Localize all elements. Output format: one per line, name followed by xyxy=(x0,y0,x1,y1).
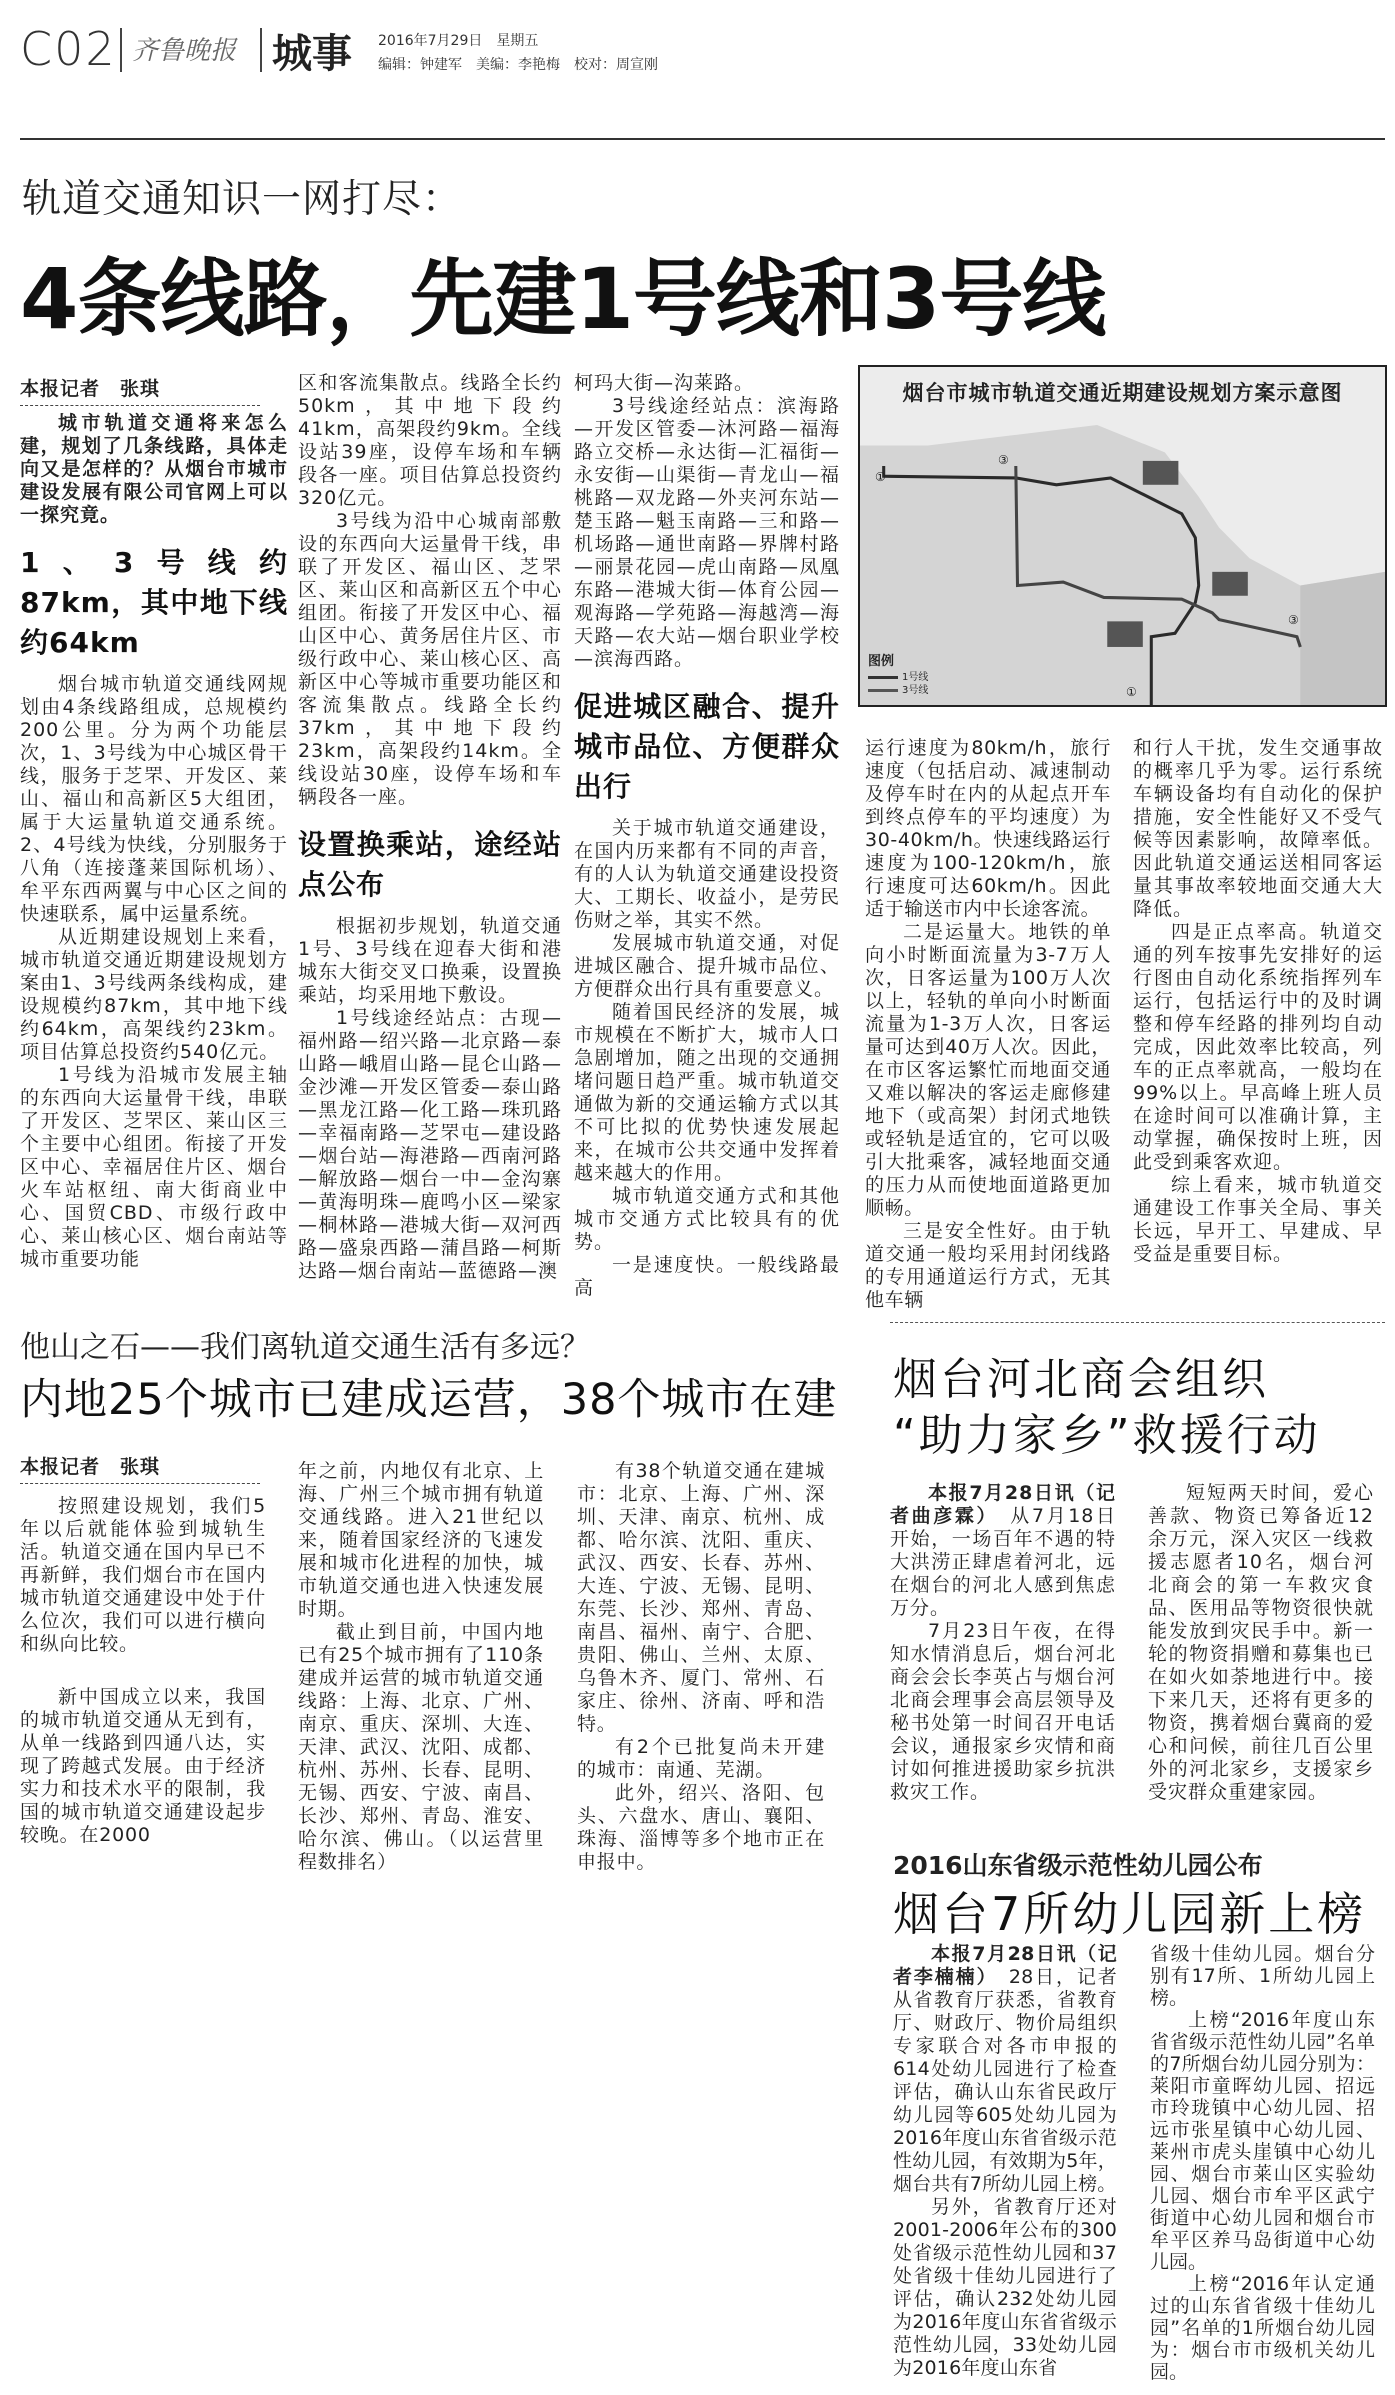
subheading xyxy=(574,687,840,807)
paragraph-text: 截止到目前，中国内地已有25个城市拥有了110条建成并运营的城市轨道交通线路：上海、北京、广州、南京、重庆、深圳、大连、天津、武汉、沈阳、成都、杭州、苏州、长春、昆明、无锡、西安、宁波、南昌、长沙、郑州、青岛、淮安、哈尔滨、佛山。（以运营里程数排名） xyxy=(298,1621,544,1873)
paragraph xyxy=(1150,2273,1375,2383)
issue-date: 2016年7月29日 星期五 xyxy=(378,33,539,49)
headline-line: 烟台河北商会组织 xyxy=(893,1354,1269,1405)
paragraph xyxy=(298,915,562,1007)
paragraph-text: 按照建设规划，我们5年以后就能体验到城轨生活。轨道交通在国内早已不再新鲜，我们烟台市在国内城市轨道交通建设中处于什么位次，我们可以进行横向和纵向比较。 xyxy=(20,1495,266,1655)
paragraph-text: 二是运量大。地铁的单向小时断面流量为3-7万人次，日客运量为100万人次以上，轻轨的单向小时断面流量为1-3万人次，日客运量可达到40万人次。因此，在市区客运繁忙而地面交通又难以解决的客运走廊修建地下（或高架）封闭式地铁或轻轨是适宜的，它可以吸引大批乘客，减轻地面交通的压力从而使地面道路更加顺畅。 xyxy=(865,921,1111,1219)
line-number-mark: ③ xyxy=(1288,613,1299,627)
paragraph-text: 3号线途经站点：滨海路—开发区管委—沐河路—福海路立交桥—永达街—汇福街—永安街—山渠街—青龙山—福桃路—双龙路—外夹河东站—楚玉路—魁玉南路—三和路—机场路—通世南路—界牌村路—丽景花园—虎山南路—凤凰东路—港城大街—体育公园—观海路—学苑路—海越湾—海天路—农大站—烟台职业学校—滨海西路。 xyxy=(574,395,840,670)
paragraph-text: 1、3号线约87km，其中地下线约64km xyxy=(20,546,288,659)
article2-byline: 本报记者 张琪 xyxy=(20,1452,260,1484)
section-divider xyxy=(890,1322,1385,1323)
subheading xyxy=(298,825,562,905)
article3-column-1 xyxy=(890,1482,1116,1804)
paragraph xyxy=(298,372,562,510)
line-swatch xyxy=(868,689,898,692)
article1-kicker: 轨道交通知识一网打尽： xyxy=(22,177,463,222)
article1-byline: 本报记者 张琪 xyxy=(20,374,260,406)
article4-column-1 xyxy=(893,1943,1117,2380)
paragraph xyxy=(574,372,840,395)
page-number: C02 xyxy=(20,22,117,76)
paragraph-text: 1号线途经站点：古现—福州路—绍兴路—北京路—泰山路—峨眉山路—昆仑山路—金沙滩—开发区管委—泰山路—黑龙江路—化工路—珠玑路—幸福南路—芝罘屯—建设路—烟台站—海港路—西南河路—解放路—烟台一中—金沟寨—黄海明珠—鹿鸣小区—梁家—桐林路—港城大街—双河西路—盛泉西路—蒲昌路—柯斯达路—烟台南站—蓝德路—澳 xyxy=(298,1007,562,1282)
staff-credits: 编辑：钟建军 美编：李艳梅 校对：周宣刚 xyxy=(378,57,658,73)
header-divider xyxy=(260,28,262,72)
paragraph xyxy=(865,737,1111,921)
paragraph-text: 根据初步规划，轨道交通1号、3号线在迎春大街和港城东大街交叉口换乘，设置换乘站，均采用地下敷设。 xyxy=(298,915,562,1006)
paragraph-text: 城市轨道交通将来怎么建，规划了几条线路，具体走向又是怎样的？从烟台市城市建设发展有限公司官网上可以一探究竟。 xyxy=(20,412,288,526)
article1-column-1 xyxy=(20,412,288,1271)
paragraph xyxy=(20,412,288,527)
article2-column-3 xyxy=(577,1460,825,1874)
paragraph xyxy=(20,1064,288,1271)
legend-title: 图例 xyxy=(868,654,895,669)
paragraph xyxy=(1150,2009,1375,2273)
paragraph-text: 区和客流集散点。线路全长约50km，其中地下段约41km，高架段约9km。全线设站39座，设停车场和车辆段各一座。项目估算总投资约320亿元。 xyxy=(298,372,562,509)
article1-headline: 4条线路，先建1号线和3号线 xyxy=(20,250,1106,348)
paragraph-text: 有2个已批复尚未开建的城市：南通、芜湖。 xyxy=(577,1736,825,1781)
article1-column-3 xyxy=(574,372,840,1300)
paragraph xyxy=(577,1736,825,1782)
legend-label: 3号线 xyxy=(902,685,929,696)
paragraph-text: 7月23日午夜，在得知水情消息后，烟台河北商会会长李英占与烟台河北商会理事会高层领导及秘书处第一时间召开电话会议，通报家乡灾情和商讨如何推进援助家乡抗洪救灾工作。 xyxy=(890,1620,1116,1803)
article1-column-4 xyxy=(865,737,1111,1312)
article2-kicker: 他山之石——我们离轨道交通生活有多远？ xyxy=(20,1330,590,1365)
paragraph xyxy=(1150,1943,1375,2009)
paragraph-text: 一是速度快。一般线路最高 xyxy=(574,1254,840,1299)
paragraph xyxy=(865,1220,1111,1312)
map-graphic xyxy=(860,367,1385,705)
article2-headline: 内地25个城市已建成运营，38个城市在建 xyxy=(20,1375,838,1425)
paragraph-text: 促进城区融合、提升城市品位、方便群众出行 xyxy=(574,690,840,803)
paragraph-text: 从近期建设规划上来看，城市轨道交通近期建设规划方案由1、3号线两条线构成，建设规模约87km，其中地下线约64km，高架线约23km。项目估算总投资约540亿元。 xyxy=(20,926,288,1063)
paragraph xyxy=(574,932,840,1001)
paragraph xyxy=(20,673,288,926)
paragraph-text: 运行速度为80km/h，旅行速度（包括启动、减速制动及停车时在内的从起点开车到终点停车的平均速度）为30-40km/h。快速线路运行速度为100-120km/h，旅行速度可达60km/h。因此适于输送市内中长途客流。 xyxy=(865,737,1111,920)
paragraph-text: 设置换乘站，途经站点公布 xyxy=(298,828,562,901)
paragraph xyxy=(893,2196,1117,2380)
headline-line: “助力家乡”救援行动 xyxy=(893,1410,1321,1461)
legend-item xyxy=(868,671,928,684)
paragraph-text: 省级十佳幼儿园。烟台分别有17所、1所幼儿园上榜。 xyxy=(1150,1943,1375,2009)
paragraph xyxy=(1133,737,1383,921)
paragraph xyxy=(20,926,288,1064)
line-number-mark: ① xyxy=(1126,685,1137,699)
line-number-mark: ③ xyxy=(998,453,1009,467)
paragraph-text: 和行人干扰，发生交通事故的概率几乎为零。运行系统车辆设备均有自动化的保护措施，安全性能好又不受气候等因素影响，故障率低。因此轨道交通运送相同客运量其事故率较地面交通大大降低。 xyxy=(1133,737,1383,920)
newspaper-logo: 齐鲁晚报 xyxy=(132,36,237,66)
legend-item xyxy=(868,684,928,697)
article2-column-1 xyxy=(20,1495,266,1847)
paragraph-text: 柯玛大街—沟莱路。 xyxy=(574,372,755,394)
paragraph-text: 有38个轨道交通在建城市：北京、上海、广州、深圳、天津、南京、杭州、成都、哈尔滨、沈阳、重庆、武汉、西安、长春、苏州、大连、宁波、无锡、昆明、东莞、长沙、郑州、青岛、南昌、福州、南宁、合肥、贵阳、佛山、兰州、太原、乌鲁木齐、厦门、常州、石家庄、徐州、济南、呼和浩特。 xyxy=(577,1460,825,1735)
line-1-route xyxy=(884,466,1199,705)
paragraph-text: 新中国成立以来，我国的城市轨道交通从无到有，从单一线路到四通八达，实现了跨越式发展。由于经济实力和技术水平的限制，我国的城市轨道交通建设起步较晚。在2000 xyxy=(20,1686,266,1846)
dateline: 本报7月28日讯（记者曲彦霖） xyxy=(890,1482,1116,1527)
article3-column-2 xyxy=(1148,1482,1374,1804)
map-legend xyxy=(868,655,928,697)
header-divider xyxy=(120,28,122,72)
article1-column-5 xyxy=(1133,737,1383,1266)
paragraph xyxy=(577,1782,825,1874)
article4-kicker: 2016山东省级示范性幼儿园公布 xyxy=(893,1851,1263,1880)
legend-label: 1号线 xyxy=(902,672,929,683)
photo-inset xyxy=(1107,621,1143,647)
paragraph xyxy=(574,1254,840,1300)
paragraph xyxy=(298,1007,562,1283)
paragraph-text: 短短两天时间，爱心善款、物资已筹备近12余万元，深入灾区一线救援志愿者10名，烟台河北商会的第一车救灾食品、医用品等物资很快就能发放到灾民手中。新一轮的物资捐赠和募集也已在如火如荼地进行中。接下来几天，还将有更多的物资，携着烟台冀商的爱心和问候，前往几百公里外的河北家乡，支援家乡受灾群众重建家园。 xyxy=(1148,1482,1374,1803)
paragraph-text: 3号线为沿中心城南部敷设的东西向大运量骨干线，串联了开发区、福山区、芝罘区、莱山区和高新区五个中心组团。衔接了开发区中心、福山区中心、黄务居住片区、市级行政中心、莱山核心区、高新区中心等城市重要功能区和客流集散点。线路全长约37km，其中地下段约23km，高架段约14km。全线设站30座，设停车场和车辆段各一座。 xyxy=(298,510,562,808)
article4-headline: 烟台7所幼儿园新上榜 xyxy=(893,1887,1367,1941)
paragraph xyxy=(574,817,840,932)
paragraph-text: 从7月18日开始，一场百年不遇的特大洪涝正肆虐着河北，远在烟台的河北人感到焦虑万分。 xyxy=(890,1505,1116,1619)
paragraph xyxy=(20,1495,266,1656)
paragraph-text: 随着国民经济的发展，城市规模在不断扩大，城市人口急剧增加，随之出现的交通拥堵问题日趋严重。城市轨道交通做为新的交通运输方式以其不可比拟的优势快速发展起来，在城市公共交通中发挥着越来越大的作用。 xyxy=(574,1001,840,1184)
map-title: 烟台市城市轨道交通近期建设规划方案示意图 xyxy=(902,381,1343,405)
paragraph xyxy=(574,395,840,671)
subheading xyxy=(20,543,288,663)
article4-column-2 xyxy=(1150,1943,1375,2383)
line-number-mark: ① xyxy=(875,470,886,484)
paragraph xyxy=(298,1621,544,1874)
paragraph-text: 年之前，内地仅有北京、上海、广州三个城市拥有轨道交通线路。进入21世纪以来，随着国家经济的飞速发展和城市化进程的加快，城市轨道交通也进入快速发展时期。 xyxy=(298,1460,544,1620)
paragraph-text: 关于城市轨道交通建设，在国内历来都有不同的声音，有的人认为轨道交通建设投资大、工期长、收益小，是劳民伤财之举，其实不然。 xyxy=(574,817,840,931)
land-area xyxy=(1300,572,1385,705)
paragraph xyxy=(890,1482,1116,1620)
paragraph-text: 综上看来，城市轨道交通建设工作事关全局、事关长远，早开工、早建成、早受益是重要目标。 xyxy=(1133,1174,1383,1265)
paragraph-text: 上榜“2016年度山东省省级示范性幼儿园”名单的7所烟台幼儿园分别为：莱阳市童晖幼儿园、招远市玲珑镇中心幼儿园、招远市张星镇中心幼儿园、莱州市虎头崖镇中心幼儿园、烟台市莱山区实验幼儿园、烟台市牟平区武宁街道中心幼儿园和烟台市牟平区养马岛街道中心幼儿园。 xyxy=(1150,2009,1375,2273)
paragraph xyxy=(893,1943,1117,2196)
section-name: 城事 xyxy=(272,31,352,77)
paragraph-text: 另外，省教育厅还对2001-2006年公布的300处省级示范性幼儿园和37处省级十佳幼儿园进行了评估，确认232处幼儿园为2016年度山东省省级示范性幼儿园，33处幼儿园为2016年度山东省 xyxy=(893,2196,1117,2379)
paragraph-text: 发展城市轨道交通，对促进城区融合、提升城市品位、方便群众出行具有重要意义。 xyxy=(574,932,840,1000)
paragraph-text: 上榜“2016年认定通过的山东省省级十佳幼儿园”名单的1所烟台幼儿园为：烟台市市级机关幼儿园。 xyxy=(1150,2273,1375,2383)
paragraph-text: 城市轨道交通方式和其他城市交通方式比较具有的优势。 xyxy=(574,1185,840,1253)
dateline: 本报7月28日讯（记者李楠楠） xyxy=(893,1943,1117,1988)
rail-plan-map xyxy=(858,365,1387,707)
paragraph xyxy=(1133,1174,1383,1266)
article1-column-2 xyxy=(298,372,562,1283)
photo-inset xyxy=(1143,461,1179,485)
paragraph-text: 三是安全性好。由于轨道交通一般均采用封闭线路的专用通道运行方式，无其他车辆 xyxy=(865,1220,1111,1311)
paragraph xyxy=(574,1001,840,1185)
paragraph-text: 烟台城市轨道交通线网规划由4条线路组成，总规模约200公里。分为两个功能层次，1、3号线为中心城区骨干线，服务于芝罘、开发区、莱山、福山和高新区5大组团，属于大运量轨道交通系统。2、4号线为快线，分别服务于八角（连接蓬莱国际机场）、牟平东西两翼与中心区之间的快速联系，属中运量系统。 xyxy=(20,673,288,925)
line-swatch xyxy=(868,676,898,679)
paragraph xyxy=(1133,921,1383,1174)
photo-inset xyxy=(1212,572,1248,596)
paragraph xyxy=(298,1460,544,1621)
paragraph-text: 四是正点率高。轨道交通的列车按事先安排好的运行图由自动化系统指挥列车运行，包括运行中的及时调整和停车经路的排列均自动完成，因此效率比较高，列车的正点率就高，一般均在99%以上。早高峰上班人员在途时间可以准确计算，主动掌握，确保按时上班，因此受到乘客欢迎。 xyxy=(1133,921,1383,1173)
article3-headline xyxy=(893,1352,1321,1464)
paragraph xyxy=(298,510,562,809)
paragraph-text: 28日，记者从省教育厅获悉，省教育厅、财政厅、物价局组织专家联合对各市申报的614处幼儿园进行了检查评估，确认山东省民政厅幼儿园等605处幼儿园为2016年度山东省省级示范性幼儿园，有效期为5年，烟台共有7所幼儿园上榜。 xyxy=(893,1966,1117,2195)
header-rule xyxy=(20,138,1385,140)
paragraph xyxy=(574,1185,840,1254)
paragraph xyxy=(890,1620,1116,1804)
paragraph xyxy=(20,1686,266,1847)
paragraph-text: 1号线为沿城市发展主轴的东西向大运量骨干线，串联了开发区、芝罘区、莱山区三个主要中心组团。衔接了开发区中心、幸福居住片区、烟台火车站枢纽、南大街商业中心、国贸CBD、市级行政中心、莱山核心区、烟台南站等城市重要功能 xyxy=(20,1064,288,1270)
paragraph xyxy=(577,1460,825,1736)
paragraph xyxy=(1148,1482,1374,1804)
paragraph-text: 此外，绍兴、洛阳、包头、六盘水、唐山、襄阳、珠海、淄博等多个地市正在申报中。 xyxy=(577,1782,825,1873)
article2-column-2 xyxy=(298,1460,544,1874)
paragraph xyxy=(865,921,1111,1220)
